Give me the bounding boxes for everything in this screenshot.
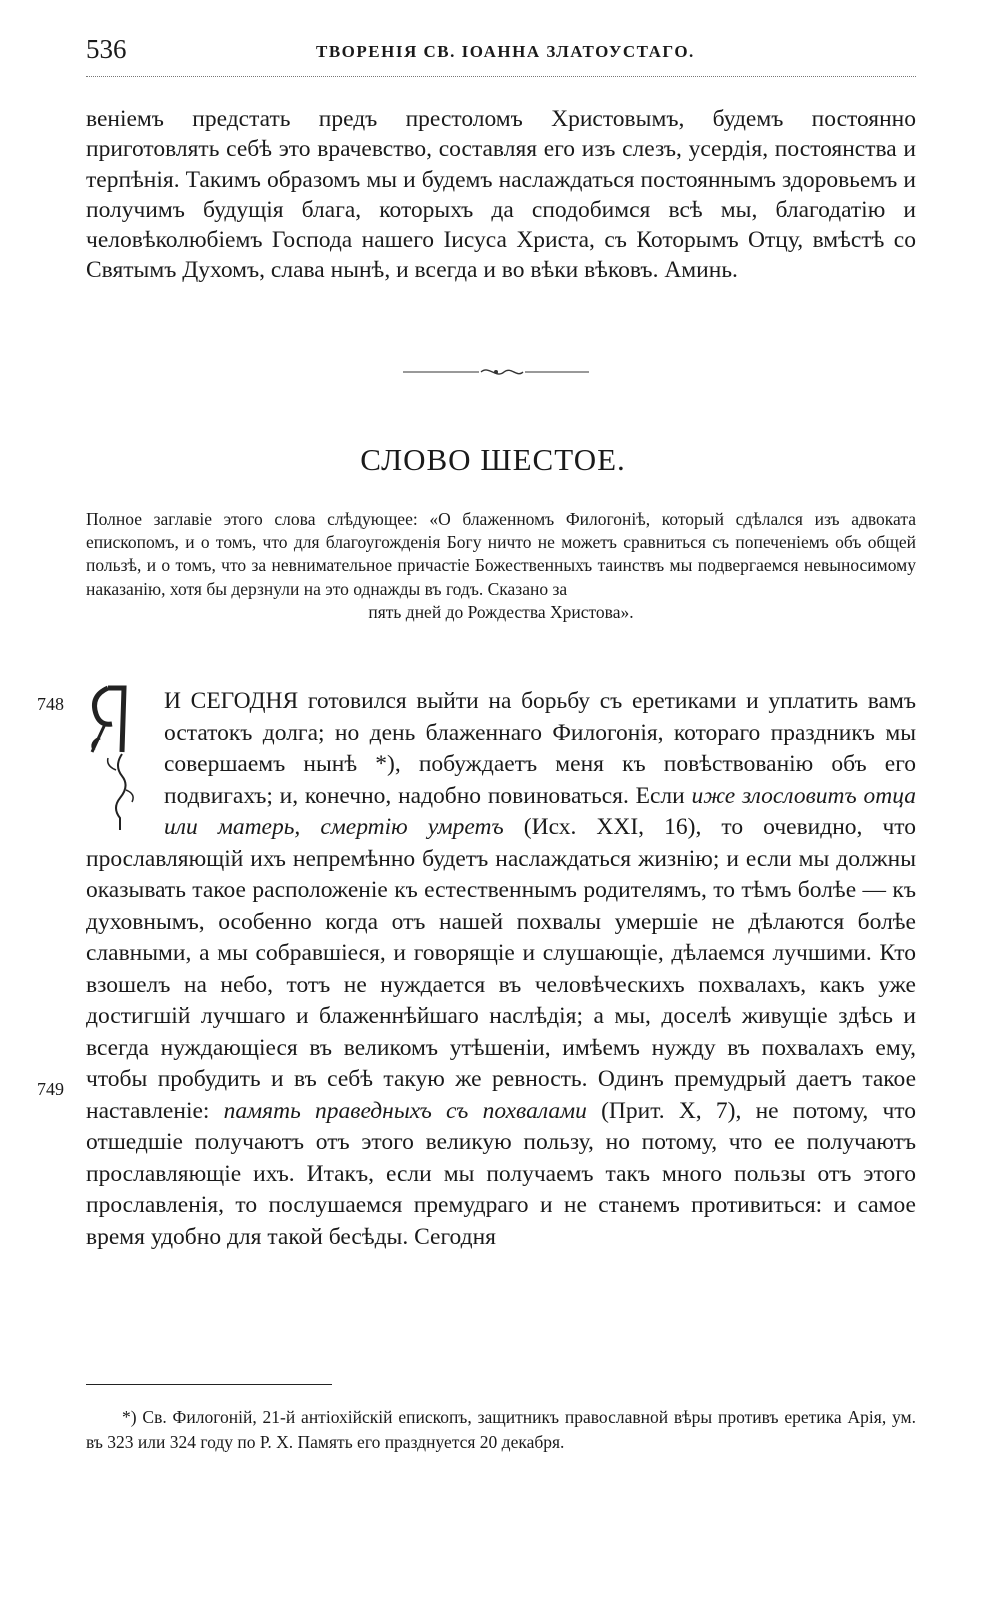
scripture-quote: память праведныхъ съ похвалами — [223, 1097, 587, 1124]
body-paragraph — [86, 686, 916, 1253]
footnote-rule — [86, 1384, 332, 1385]
footnote: *) Св. Филогоній, 21-й антіохійскій епископъ, защитникъ православной вѣры противъ еретика Арія, ум. въ 323 или 324 году по Р. Х. Память его празднуется 20 декабря. — [86, 1407, 916, 1452]
abstract-text: Полное заглавіе этого слова слѣдующее: «О блаженномъ Филогоніѣ, который сдѣлался изъ адвоката епископомъ, и о томъ, что для благоугожденія Богу ничто не можетъ сравниться съ попеченіемъ объ общей пользѣ, и о томъ, что за невнимательное причастіе Божественныхъ таинствъ мы подвергаемся невыносимому наказанію, хотя бы дерзнули на это однажды въ годъ. Сказано за — [86, 509, 916, 599]
page-number: 536 — [86, 34, 127, 64]
abstract — [86, 508, 916, 624]
intro-paragraph: веніемъ предстать предъ престоломъ Христовымъ, будемъ постоянно приготовлять себѣ это врачевство, составляя его изъ слезъ, усердія, постоянства и терпѣнія. Такимъ образомъ мы и будемъ наслаждаться постояннымъ здоровьемъ и получимъ будущія блага, которыхъ да сподобимся всѣ мы, благодатію и человѣколюбіемъ Господа нашего Іисуса Христа, съ Которымъ Отцу, вмѣстѣ со Святымъ Духомъ, слава нынѣ, и всегда и во вѣки вѣковъ. Аминь. — [86, 106, 916, 284]
margin-number: 749 — [37, 1079, 64, 1099]
dropcap-letter: Я — [93, 693, 139, 758]
scripture-quote: иже злословитъ отца или матерь, смертію умретъ — [164, 782, 916, 840]
body-text: (Исх. XXI, 16), то очевидно, что прославляющій ихъ непремѣнно будетъ наслаждаться жизнію; и если мы должны оказывать такое расположеніе къ естественнымъ родителямъ, то тѣмъ болѣе — къ духовнымъ, особенно когда отъ нашей похвалы умершіе не дѣлаются болѣе славными, а мы собравшіеся, и говорящіе и слушающіе, дѣлаемся лучшими. Кто взошелъ на небо, тотъ не нуждается въ человѣческихъ похвалахъ, какъ уже достигшій лучшаго и блаженнѣйшаго наслѣдія; а мы, доселѣ живущіе здѣсь и всегда нуждающіеся въ великомъ утѣшеніи, имѣемъ нужду въ похвалахъ ему, чтобы пробудить и въ себѣ такую же ревность. Одинъ премудрый даетъ такое наставленіе: — [86, 814, 916, 1124]
ornamental-dropcap — [86, 682, 156, 832]
abstract-last-line: пять дней до Рождества Христова». — [368, 601, 634, 622]
body-text: (Прит. X, 7), не потому, что отшедшіе получаютъ отъ этого великую пользу, но потому, что ее получаютъ прославляющіе ихъ. Итакъ, если мы получаемъ такъ много пользы отъ этого прославленія, то послушаемся премудраго и не станемъ противиться: и самое время удобно для такой бесѣды. Сегодня — [86, 1097, 916, 1250]
body-text: готовился выйти на борьбу съ еретиками и уплатить вамъ остатокъ долга; но день блаженнаго Филогонія, котораго праздникъ мы совершаемъ нынѣ *), побуждаетъ меня къ повѣствованію объ его подвигахъ; и, конечно, надобно повиноваться. Если — [164, 688, 916, 809]
margin-number: 748 — [37, 694, 64, 714]
header-rule — [86, 76, 916, 77]
section-ornament — [401, 362, 591, 382]
page-header — [86, 34, 916, 74]
running-title: ТВОРЕНІЯ СВ. ІОАННА ЗЛАТОУСТАГО. — [316, 42, 695, 61]
lead-caps: И СЕГОДНЯ — [164, 688, 299, 714]
section-title: СЛОВО ШЕСТОЕ. — [360, 442, 626, 477]
